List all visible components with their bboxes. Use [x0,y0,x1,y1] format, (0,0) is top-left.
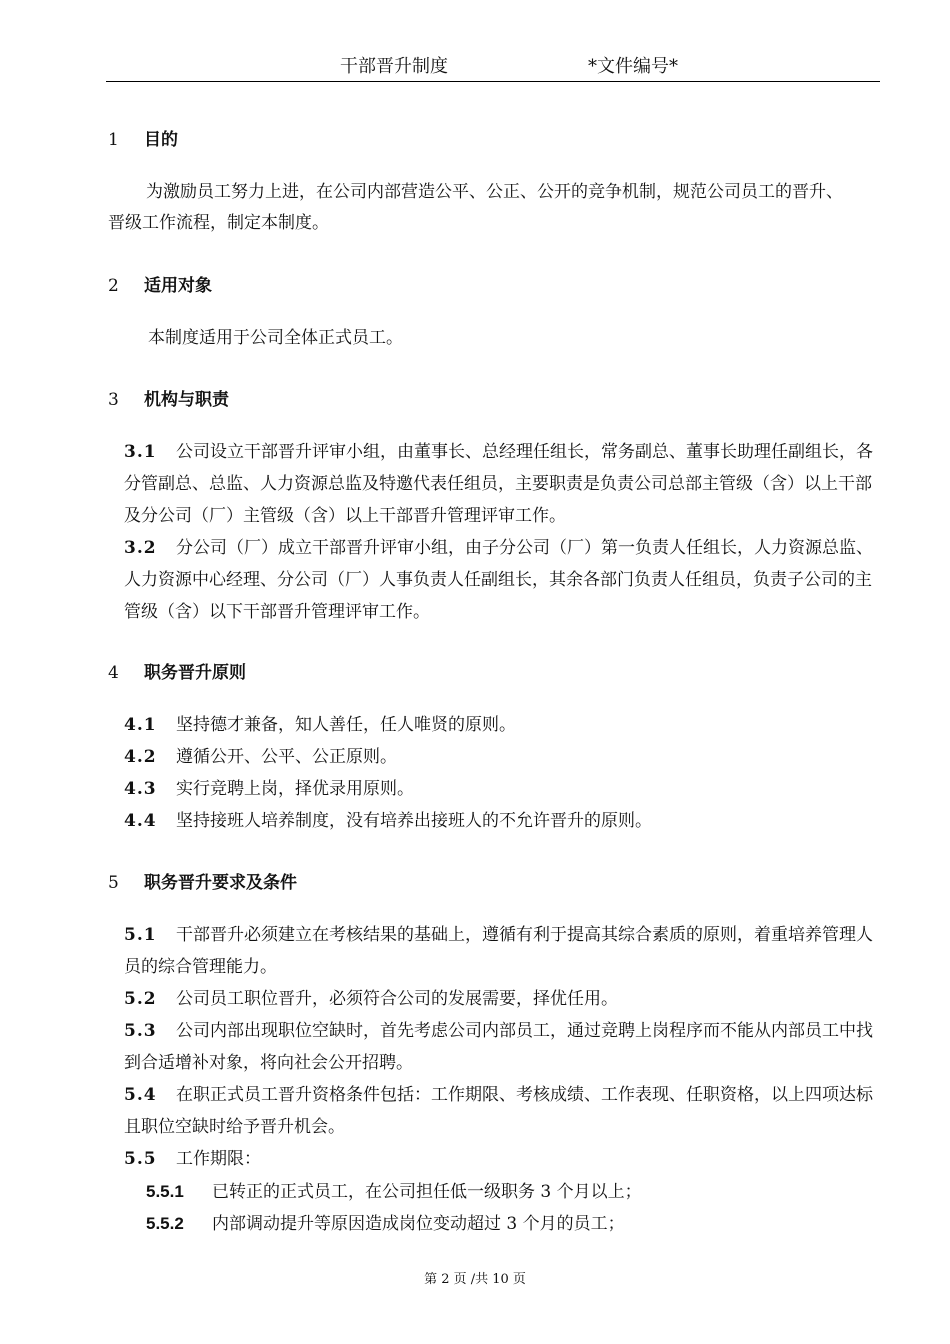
section-heading-3: 3 机构与职责 [108,390,229,410]
section-1-text: 为激励员工努力上进，在公司内部营造公平、公正、公开的竞争机制，规范公司员工的晋升、晋级工作流程，制定本制度。 [108,182,843,233]
list-item: 5.2 公司员工职位晋升，必须符合公司的发展需要，择优任用。 [124,989,618,1009]
document-title: 干部晋升制度 [340,56,448,77]
list-item: 3.2 分公司（厂）成立干部晋升评审小组，由子分公司（厂）第一负责人任组长，人力资源总监、人力资源中心经理、分公司（厂）人事负责人任副组长，其余各部门负责人任组员，负责子公司的主管级（含）以下干部晋升管理评审工作。 [124,538,873,622]
document-number: *文件编号* [588,56,678,77]
header-divider [106,81,880,82]
page-footer: 第 2 页 /共 10 页 [424,1272,526,1287]
sub-list-item: 5.5.1 已转正的正式员工，在公司担任低一级职务 3 个月以上； [146,1182,642,1202]
list-item: 4.2 遵循公开、公平、公正原则。 [124,747,397,767]
list-item: 4.3 实行竞聘上岗，择优录用原则。 [124,779,414,799]
section-heading-4: 4 职务晋升原则 [108,663,246,683]
list-item: 5.1 干部晋升必须建立在考核结果的基础上，遵循有利于提高其综合素质的原则，着重培养管理人员的综合管理能力。 [124,925,873,977]
list-item: 5.3 公司内部出现职位空缺时，首先考虑公司内部员工，通过竞聘上岗程序而不能从内部员工中找到合适增补对象，将向社会公开招聘。 [124,1021,873,1073]
page-header [0,50,950,80]
section-2-text: 本制度适用于公司全体正式员工。 [148,328,403,348]
section-heading-5: 5 职务晋升要求及条件 [108,873,297,893]
list-item: 5.4 在职正式员工晋升资格条件包括：工作期限、考核成绩、工作表现、任职资格，以上四项达标且职位空缺时给予晋升机会。 [124,1085,873,1137]
sub-list-item: 5.5.2 内部调动提升等原因造成岗位变动超过 3 个月的员工； [146,1214,625,1234]
list-item: 3.1 公司设立干部晋升评审小组，由董事长、总经理任组长，常务副总、董事长助理任副组长，各分管副总、总监、人力资源总监及特邀代表任组员，主要职责是负责公司总部主管级（含）以上干部及分公司（厂）主管级（含）以上干部晋升管理评审工作。 [124,442,873,526]
list-item: 5.5 工作期限： [124,1149,261,1169]
list-item: 4.4 坚持接班人培养制度，没有培养出接班人的不允许晋升的原则。 [124,811,652,831]
section-heading-1: 1 目的 [108,130,178,150]
section-heading-2: 2 适用对象 [108,276,212,296]
list-item: 4.1 坚持德才兼备，知人善任，任人唯贤的原则。 [124,715,516,735]
